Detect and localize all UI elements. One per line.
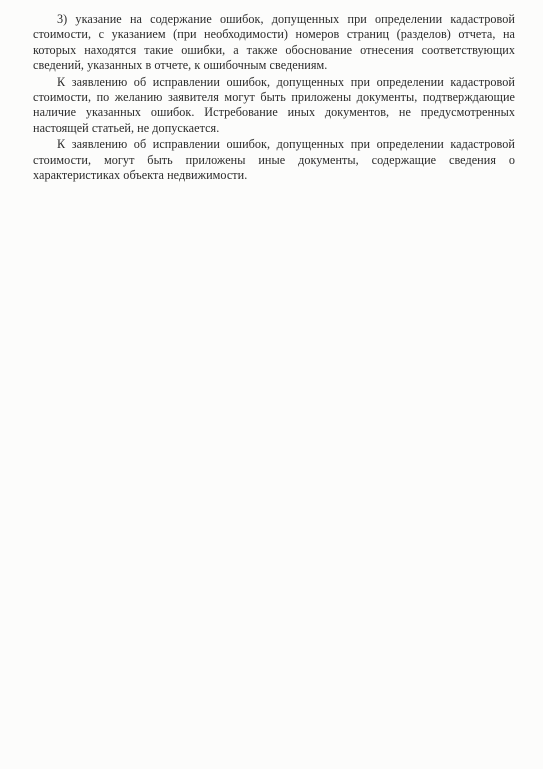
document-body bbox=[33, 12, 515, 183]
paragraph-error-indication: 3) указание на содержание ошибок, допущенных при определении кадастровой стоимости, с указанием (при необходимости) номеров страниц (разделов) отчета, на которых находятся такие ошибки, а также обоснование отнесения соответствующих сведений, указанных в отчете, к ошибочным сведениям. bbox=[33, 12, 515, 73]
paragraph-other-documents: К заявлению об исправлении ошибок, допущенных при определении кадастровой стоимости, могут быть приложены иные документы, содержащие сведения о характеристиках объекта недвижимости. bbox=[33, 137, 515, 183]
paragraph-supporting-documents: К заявлению об исправлении ошибок, допущенных при определении кадастровой стоимости, по желанию заявителя могут быть приложены документы, подтверждающие наличие указанных ошибок. Истребование иных документов, не предусмотренных настоящей статьей, не допускается. bbox=[33, 74, 515, 135]
